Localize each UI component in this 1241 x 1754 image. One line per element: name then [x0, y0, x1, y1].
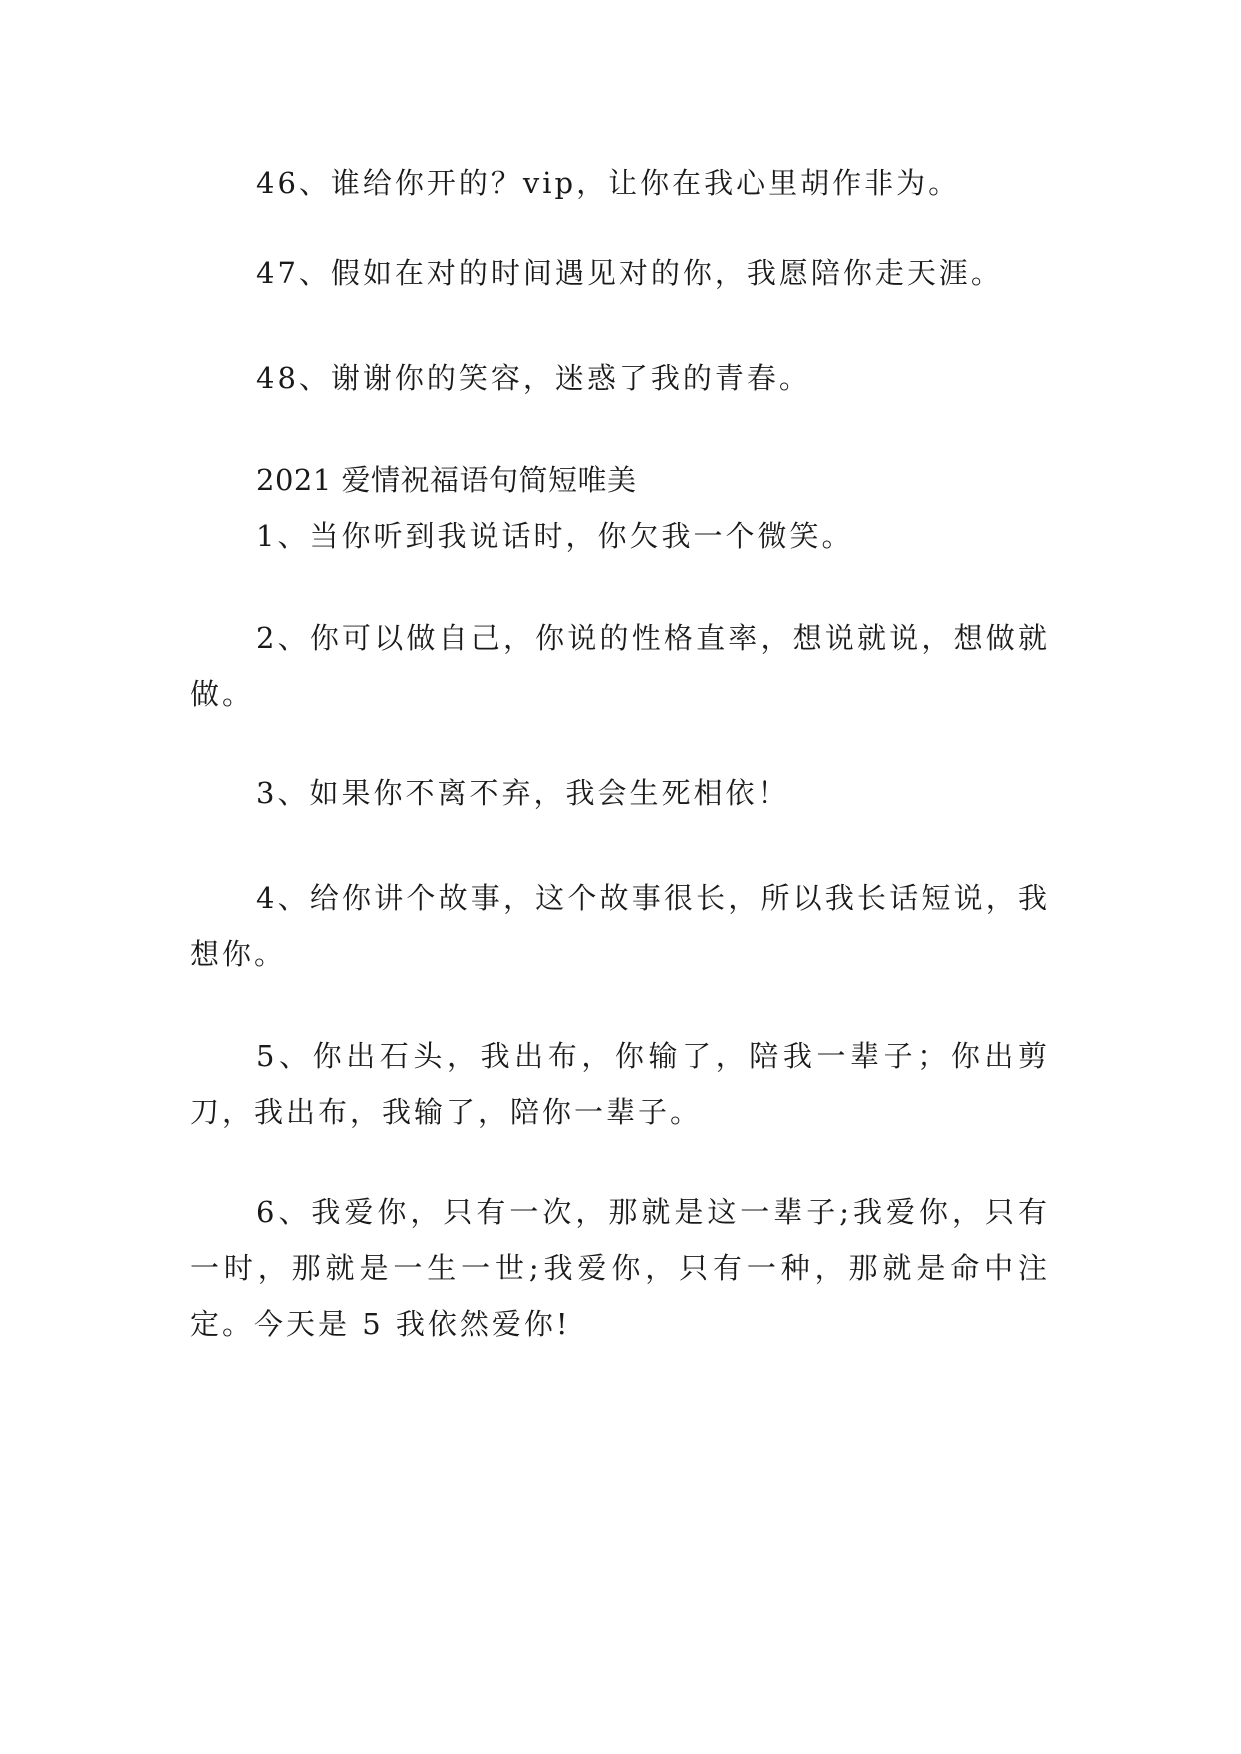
paragraph-48: 48、谢谢你的笑容，迷惑了我的青春。 [256, 361, 811, 395]
paragraph-6: 6、我爱你，只有一次，那就是这一辈子;我爱你，只有一时，那就是一生一世;我爱你，只有一种，那就是命中注定。今天是 5 我依然爱你! [190, 1195, 1050, 1341]
section-heading: 2021 爱情祝福语句简短唯美 [256, 463, 637, 497]
paragraph-4: 4、给你讲个故事，这个故事很长，所以我长话短说，我想你。 [190, 881, 1050, 971]
paragraph-47: 47、假如在对的时间遇见对的你，我愿陪你走天涯。 [256, 256, 1003, 290]
paragraph-5: 5、你出石头，我出布，你输了，陪我一辈子；你出剪刀，我出布，我输了，陪你一辈子。 [190, 1039, 1050, 1129]
paragraph-46: 46、谁给你开的？vip，让你在我心里胡作非为。 [256, 166, 961, 200]
paragraph-2: 2、你可以做自己，你说的性格直率，想说就说，想做就做。 [190, 621, 1050, 711]
paragraph-3: 3、如果你不离不弃，我会生死相依！ [256, 776, 790, 810]
paragraph-1: 1、当你听到我说话时，你欠我一个微笑。 [256, 519, 854, 553]
